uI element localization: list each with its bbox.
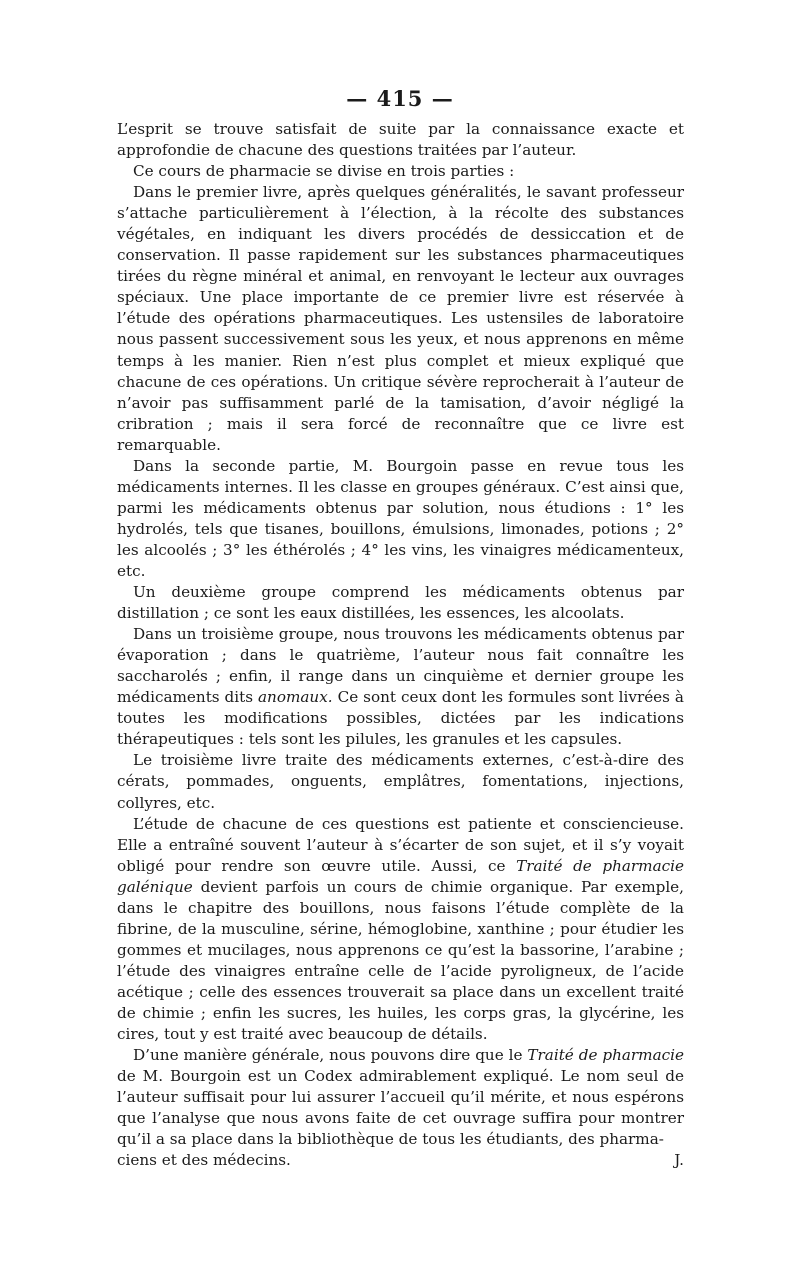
- paragraph-8: [117, 814, 684, 1046]
- paragraph-4: Dans la seconde partie, M. Bourgoin passe en revue tous les médicaments internes. Il les classe en groupes généraux. C’est ainsi que, parmi les médicaments obtenus par solution, nous étudions : 1° les hydrolés, tels que tisanes, bouillons, émulsions, limonades, potions ; 2° les alcoolés ; 3° les éthérolés ; 4° les vins, les vinaigres médicamenteux, etc.: [117, 456, 684, 580]
- paragraph-9-text-b: de M. Bourgoin est un Codex admirablement expliqué. Le nom seul de l’auteur suffisait pour lui assurer l’accueil qu’il mérite, et nous espérons que l’analyse que nous avons faite de cet ouvrage suffira pour montrer qu’il a sa place dans la bibliothèque de tous les étudiants, des pharma-: [117, 1067, 684, 1149]
- paragraph-5: Un deuxième groupe comprend les médicaments obtenus par distillation ; ce sont les eaux distillées, les essences, les alcoolats.: [117, 583, 684, 623]
- signature: J.: [674, 1151, 684, 1170]
- paragraph-6: [117, 624, 684, 750]
- paragraph-8-italic: Traité de pharmacie galénique: [117, 856, 684, 896]
- paragraph-8-text-a: L’étude de chacune de ces questions est patiente et consciencieuse. Elle a entraîné souvent l’auteur à s’écarter de son sujet, et il s’y voyait obligé pour rendre son œuvre utile. Aussi, ce: [117, 814, 684, 875]
- paragraph-9-text-a: D’une manière générale, nous pouvons dire que le: [133, 1046, 528, 1065]
- paragraph-1: L’esprit se trouve satisfait de suite par la connaissance exacte et approfondie de chacune des questions traitées par l’auteur.: [117, 120, 684, 160]
- paragraph-6-italic: anomaux.: [258, 688, 333, 707]
- paragraph-2: Ce cours de pharmacie se divise en trois parties :: [133, 162, 515, 181]
- paragraph-3: Dans le premier livre, après quelques généralités, le savant professeur s’attache particulièrement à l’élection, à la récolte des substances végétales, en indiquant les divers procédés de dessiccation et de conservation. Il passe rapidement sur les substances pharmaceutiques tirées du règne minéral et animal, en renvoyant le lecteur aux ouvrages spéciaux. Une place importante de ce premier livre est réservée à l’étude des opérations pharmaceutiques. Les ustensiles de laboratoire nous passent successivement sous les yeux, et nous apprenons en même temps à les manier. Rien n’est plus complet et mieux expliqué que chacune de ces opérations. Un critique sévère reprocherait à l’auteur de n’avoir pas suffisamment parlé de la tamisation, d’avoir négligé la cribration ; mais il sera forcé de reconnaître que ce livre est remarquable.: [117, 183, 684, 454]
- closing-line: [117, 1150, 684, 1171]
- paragraph-6-text-b: Ce sont ceux dont les formules sont livrées à toutes les modifications possibles, dictées par les indications thérapeutiques : tels sont les pilules, les granules et les capsules.: [117, 688, 684, 749]
- paragraph-9: [117, 1045, 684, 1150]
- paragraph-7: Le troisième livre traite des médicaments externes, c’est-à-dire des cérats, pommades, onguents, emplâtres, fomentations, injections, collyres, etc.: [117, 751, 684, 812]
- closing-text: ciens et des médecins.: [117, 1151, 291, 1170]
- text-body: [117, 119, 684, 1171]
- paragraph-6-text-a: Dans un troisième groupe, nous trouvons les médicaments obtenus par évaporation ; dans le quatrième, l’auteur nous fait connaître les saccharolés ; enfin, il range dans un cinquième et dernier groupe les médicaments dits: [117, 625, 684, 707]
- paragraph-9-italic: Traité de pharmacie: [527, 1046, 684, 1065]
- page-number-header: — 415 —: [346, 86, 454, 111]
- paragraph-8-text-b: devient parfois un cours de chimie organique. Par exemple, dans le chapitre des bouillons, nous faisons l’étude complète de la fibrine, de la musculine, sérine, hémoglobine, xanthine ; pour étudier les gommes et mucilages, nous apprenons ce qu’est la bassorine, l’arabine ; l’étude des vinaigres entraîne celle de l’acide pyroligneux, de l’acide acétique ; celle des essences trouverait sa place dans un excellent traité de chimie ; enfin les sucres, les huiles, les corps gras, la glycérine, les cires, tout y est traité avec beaucoup de détails.: [117, 877, 684, 1044]
